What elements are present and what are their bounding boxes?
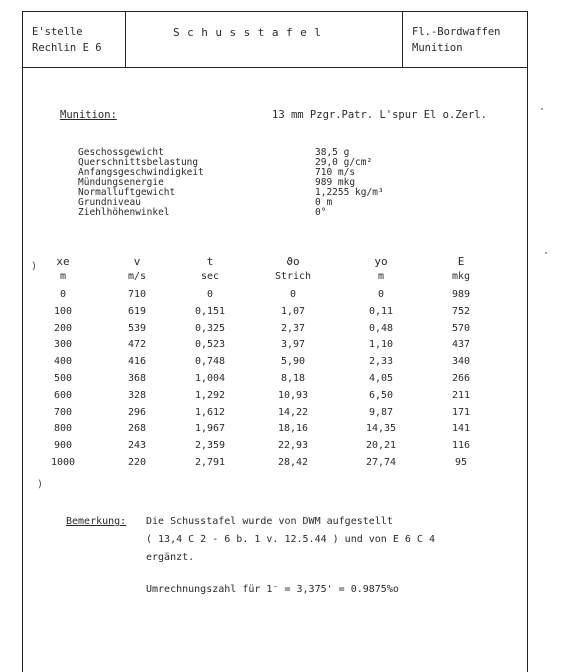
header-right-line2: Munition [412,42,463,54]
table-cell: 0,48 [368,322,394,334]
scan-speck [545,252,547,254]
table-cell: 4,05 [368,373,394,384]
header-right-line1: Fl.-Bordwaffen [412,26,501,38]
column-header: t [206,255,214,268]
table-cell: 340 [451,356,471,368]
property-name: Normalluftgewicht [78,187,176,198]
table-cell: 800 [53,423,73,435]
column-header: yo [374,255,388,268]
table-cell: 116 [451,440,471,452]
column-unit: m [59,271,67,282]
header-divider [125,12,126,67]
page-title: Schusstafel [173,26,329,39]
table-cell: 6,50 [368,389,394,401]
table-cell: 600 [53,389,73,401]
property-value: 0° [315,207,327,218]
table-cell: 1,004 [194,373,226,384]
table-cell: 266 [451,373,471,384]
property-value: 989 mkg [315,177,356,188]
table-cell: 0 [59,289,67,300]
header-left-line2: Rechlin E 6 [32,42,102,54]
margin-bracket-mark: ) [31,261,38,272]
column-unit: Strich [274,271,312,282]
column-header: E [457,255,465,268]
table-cell: 22,93 [277,440,309,452]
table-cell: 0 [206,289,214,300]
property-value: 38,5 g [315,147,350,158]
table-cell: 5,90 [280,356,306,368]
property-name: Querschnittsbelastung [78,157,199,168]
table-cell: 368 [127,373,147,384]
table-cell: 220 [127,457,147,468]
table-cell: 1,967 [194,423,226,435]
table-cell: 268 [127,423,147,435]
table-cell: 0,151 [194,305,226,317]
property-name: Geschossgewicht [78,147,164,158]
table-cell: 3,97 [280,339,306,351]
table-cell: 200 [53,322,73,334]
table-cell: 0,325 [194,322,226,334]
scan-speck [541,108,543,110]
property-name: Mündungsenergie [78,177,164,188]
table-cell: 171 [451,406,471,418]
table-cell: 8,18 [280,373,306,384]
remark-line: ( 13,4 C 2 - 6 b. 1 v. 12.5.44 ) und von E 6 C 4 [146,534,435,545]
table-cell: 752 [451,305,471,317]
table-cell: 296 [127,406,147,418]
table-cell: 400 [53,356,73,368]
table-cell: 437 [451,339,471,351]
table-cell: 2,359 [194,440,226,452]
table-cell: 100 [53,305,73,317]
table-cell: 1,10 [368,339,394,351]
property-name: Grundniveau [78,197,141,208]
property-value: 1,2255 kg/m³ [315,187,384,198]
remark-line: ergänzt. [146,552,195,563]
header-box [23,12,527,68]
remark-line: Die Schusstafel wurde von DWM aufgestellt [146,516,393,527]
munition-label: Munition: [60,109,117,121]
table-cell: 2,33 [368,356,394,368]
table-cell: 0,11 [368,305,394,317]
table-cell: 95 [454,457,468,468]
table-cell: 28,42 [277,457,309,468]
table-cell: 416 [127,356,147,368]
conversion-note: Umrechnungszahl für 1⁻ = 3,375' = 0.9875%o [146,584,399,595]
table-cell: 9,87 [368,406,394,418]
table-cell: 10,93 [277,389,309,401]
table-cell: 700 [53,406,73,418]
table-cell: 328 [127,389,147,401]
table-cell: 989 [451,289,471,300]
table-cell: 1,292 [194,389,226,401]
table-cell: 14,35 [365,423,397,435]
column-header: xe [56,255,70,268]
table-cell: 2,37 [280,322,306,334]
property-value: 0 m [315,197,333,208]
table-cell: 14,22 [277,406,309,418]
column-unit: mkg [451,271,471,282]
property-names [78,148,204,218]
column-unit: m [377,271,385,282]
table-cell: 1,612 [194,406,226,418]
table-cell: 211 [451,389,471,401]
table-cell: 0,748 [194,356,226,368]
column-unit: sec [200,271,220,282]
column-header: ϑo [286,255,300,268]
column-unit: m/s [127,271,147,282]
table-cell: 539 [127,322,147,334]
table-cell: 20,21 [365,440,397,452]
table-cell: 141 [451,423,471,435]
table-cell: 0,523 [194,339,226,351]
table-cell: 710 [127,289,147,300]
property-value: 710 m/s [315,167,356,178]
margin-bracket-mark: ) [37,479,44,490]
property-values [315,148,384,218]
table-cell: 0 [377,289,385,300]
table-cell: 243 [127,440,147,452]
table-cell: 18,16 [277,423,309,435]
table-cell: 1000 [50,457,76,468]
table-cell: 300 [53,339,73,351]
table-cell: 570 [451,322,471,334]
remark-label: Bemerkung: [66,516,127,527]
table-cell: 900 [53,440,73,452]
table-cell: 1,07 [280,305,306,317]
table-cell: 2,791 [194,457,226,468]
table-cell: 500 [53,373,73,384]
property-name: Ziehlhöhenwinkel [78,207,170,218]
table-cell: 0 [289,289,297,300]
header-divider [402,12,403,67]
header-left-line1: E'stelle [32,26,83,38]
table-cell: 619 [127,305,147,317]
table-cell: 27,74 [365,457,397,468]
property-value: 29,0 g/cm² [315,157,373,168]
munition-value: 13 mm Pzgr.Patr. L'spur El o.Zerl. [272,109,487,121]
table-cell: 472 [127,339,147,351]
property-name: Anfangsgeschwindigkeit [78,167,204,178]
column-header: v [133,255,141,268]
